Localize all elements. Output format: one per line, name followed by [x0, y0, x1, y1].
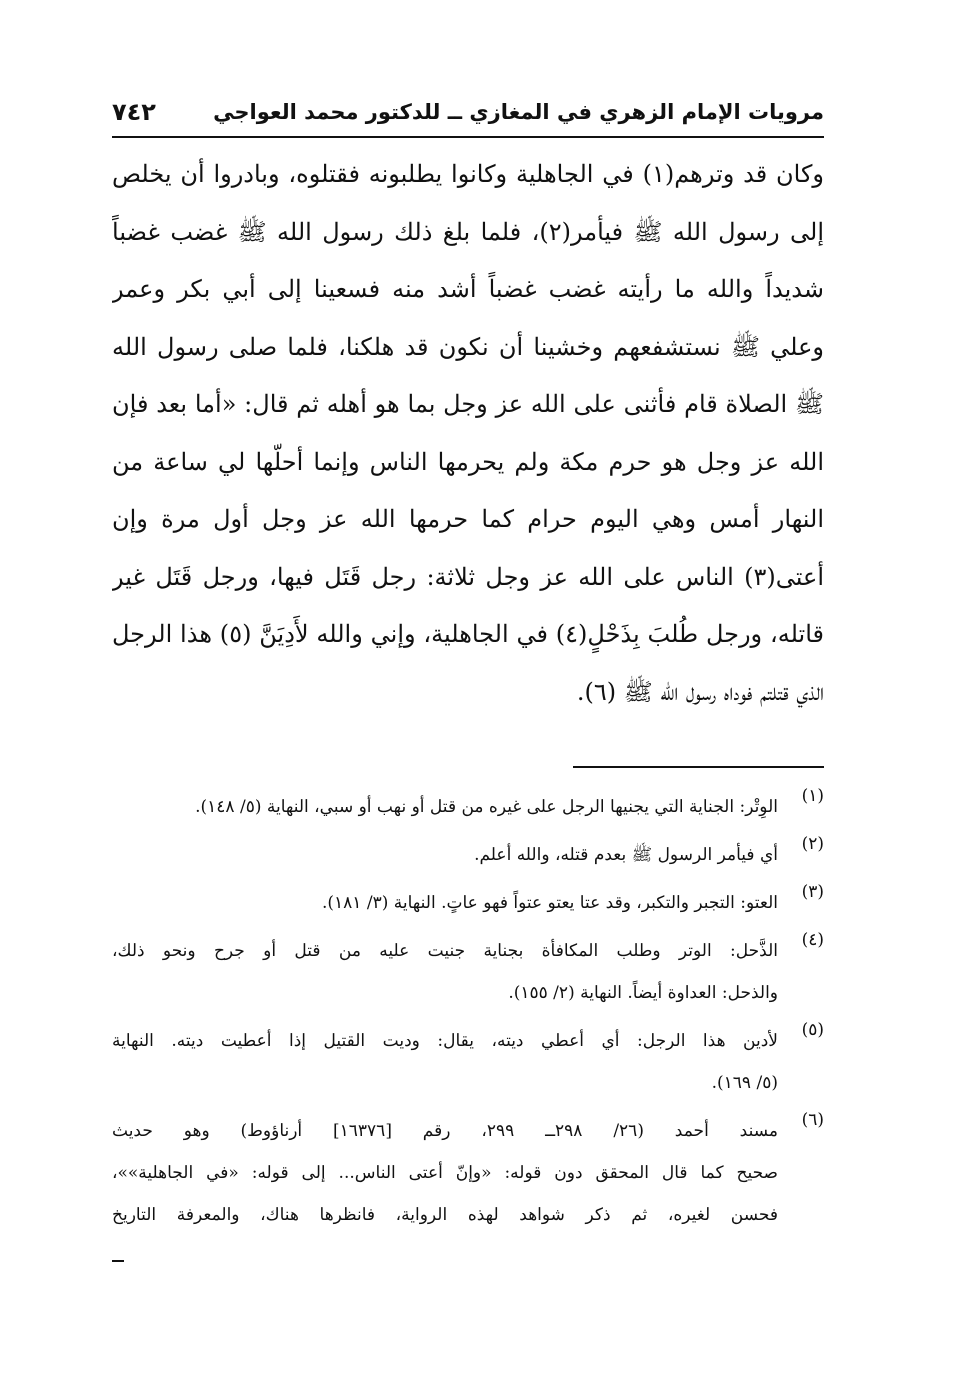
text-line: قاتله، ورجل طُلبَ بِذَحْلٍ(٤) في الجاهلية، وإني والله لأَدِيَنَّ (٥) هذا الرجل	[112, 620, 824, 648]
text-line: الذي قتلتم فوداه رسول الله ﷺ (٦).	[576, 677, 824, 706]
text-line: إلى رسول الله ﷺ فيأمر(٢)، فلما بلغ ذلك رسول الله ﷺ غضب غضباً	[112, 217, 824, 246]
footnote-number: (٤)	[801, 930, 824, 950]
footnote-number: (٦)	[801, 1110, 824, 1130]
footnote-number: (١)	[801, 786, 824, 806]
footnote-number: (٣)	[801, 882, 824, 902]
footnote-5	[112, 1020, 824, 1104]
text-line: الله عز وجل هو حرم مكة ولم يحرمها الناس وإنما أحلّها لي ساعة من	[112, 447, 824, 476]
main-text	[112, 146, 824, 721]
footnote-line: والذحل: العداوة أيضاً. النهاية (٢/ ١٥٥).	[508, 983, 778, 1003]
page-number: ٧٤٢	[112, 98, 156, 126]
footnote-line: العتو: التجبر والتكبر، وقد عتا يعتو عتواً فهو عاتٍ. النهاية (٣/ ١٨١).	[322, 893, 778, 913]
footnote-separator	[573, 766, 824, 768]
footnote-line: فحسن لغيره، ثم ذكر شواهد لهذه الرواية، فانظرها هناك، والمعرفة التاريخ	[112, 1205, 778, 1225]
footnote-number: (٥)	[801, 1020, 824, 1040]
footnote-6	[112, 1110, 824, 1236]
text-line: شديداً والله ما رأيته غضب غضباً أشد منه فسعينا إلى أبي بكر وعمر	[112, 275, 824, 303]
footnote-line: مسند أحمد (٢٦/ ٢٩٨ــ ٢٩٩، رقم [١٦٣٧٦] أرناؤوط) وهو حديث	[112, 1121, 778, 1141]
footnotes	[112, 786, 824, 1242]
page-header	[112, 96, 824, 136]
footnote-line: الذَّحل: الوتر وطلب المكافأة بجناية جنيت عليه من قتل أو جرح ونحو ذلك،	[112, 941, 778, 961]
text-line: وعلي ﷺ نستشفعهم وخشينا أن نكون قد هلكنا، فلما صلى رسول الله	[112, 332, 824, 361]
text-line: النهار أمس وهي اليوم حرام كما حرمها الله عز وجل أول مرة وإن	[112, 505, 824, 533]
footnote-3	[112, 882, 824, 924]
footnote-line: صحيح كما قال المحقق دون قوله: «وإنّ أعتى الناس... إلى قوله: «في الجاهلية»»،	[112, 1163, 778, 1183]
footnote-line: الوِتْر: الجناية التي يجنيها الرجل على غيره من قتل أو نهب أو سبي، النهاية (٥/ ١٤٨).	[195, 797, 778, 817]
footnote-1	[112, 786, 824, 828]
text-line: ﷺ الصلاة قام فأثنى على الله عز وجل بما هو أهله ثم قال: «أما بعد فإن	[112, 390, 824, 418]
header-title: مرويات الإمام الزهري في المغازي ــ للدكتور محمد العواجي	[213, 100, 824, 124]
header-rule	[112, 136, 824, 138]
footnote-2	[112, 834, 824, 876]
footnote-number: (٢)	[801, 834, 824, 854]
text-line: وكان قد وترهم(١) في الجاهلية وكانوا يطلبونه فقتلوه، وبادروا أن يخلص	[112, 160, 824, 188]
footnote-line: لأدين هذا الرجل: أي أعطي ديته، يقال: وديت القتيل إذا أعطيت ديته. النهاية	[112, 1031, 778, 1051]
continuation-mark	[112, 1260, 124, 1262]
footnote-line: (٥/ ١٦٩).	[711, 1073, 778, 1093]
text-line: أعتى(٣) الناس على الله عز وجل ثلاثة: رجل قَتَل فيها، ورجل قَتَل غير	[112, 562, 824, 591]
footnote-4	[112, 930, 824, 1014]
footnote-line: أي فيأمر الرسول ﷺ بعدم قتله، والله أعلم.	[474, 845, 778, 865]
